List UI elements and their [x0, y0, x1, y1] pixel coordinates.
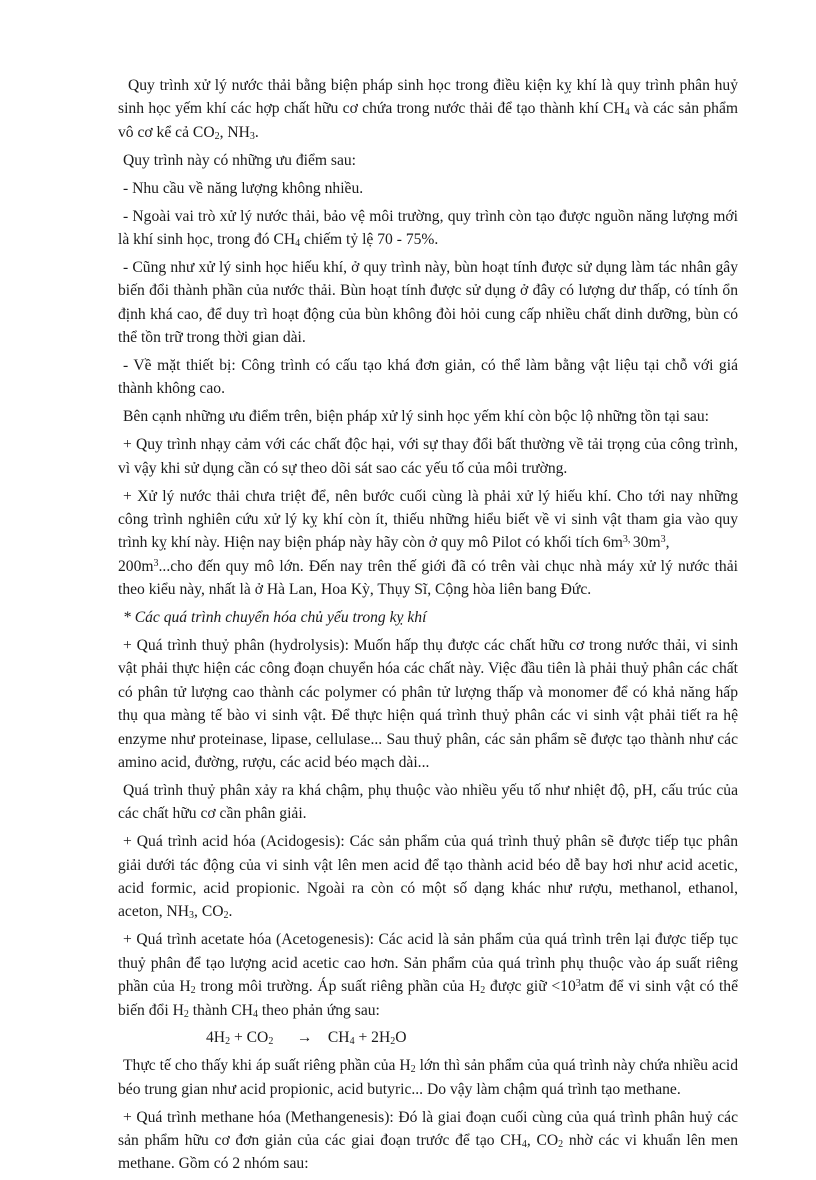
paragraph-methanogenesis: + Quá trình methane hóa (Methangenesis): Đó là giai đoạn cuối cùng của quá trình phân huỷ các sản phẩm hữu cơ đơn giản của các giai đoạn trước để tạo $CH_4$, $CO_2$ nhờ các vi khuẩn lên men methane. Gồm có 2 nhóm sau:	[118, 1108, 738, 1173]
paragraph-acetogenesis: + Quá trình acetate hóa (Acetogenesis): Các acid là sản phẩm của quá trình trên lại được tiếp tục thuỷ phân để tạo lượng acid acetic cao hơn. Sản phẩm của quá trình phụ thuộc vào áp suất riêng phần của $H_2$ trong môi trường. Áp suất riêng phần của $H_2$ được giữ $<10^3atm$ để vi sinh vật có thể biến đổi $H_2$ thành $CH_4$ theo phản ứng sau:	[118, 931, 739, 1020]
paragraph-acidogenesis: + Quá trình acid hóa (Acidogesis): Các sản phẩm của quá trình thuỷ phân sẽ được tiếp tục phân giải dưới tác động của vi sinh vật lên men acid để tạo thành acid béo dễ bay hơi như acid acetic, acid formic, acid propionic. Ngoài ra còn có một số dạng khác như rượu, methanol, ethanol, aceton, $NH_3$, $CO_2$.	[118, 833, 738, 922]
paragraph-hydrolysis-note: Quá trình thuỷ phân xảy ra khá chậm, phụ thuộc vào nhiều yếu tố như nhiệt độ, pH, cấu trúc của các chất hữu cơ cần phân giải.	[118, 781, 738, 823]
paragraph-limitation-incomplete: + Xử lý nước thải chưa triệt để, nên bước cuối cùng là phải xử lý hiếu khí. Cho tới nay những công trình nghiên cứu xử lý kỵ khí còn ít, thiếu những hiểu biết về vi sinh vật tham gia vào quy trình kỵ khí này. Hiện nay biện pháp này hãy còn ở quy mô Pilot có khối tích $6m^{3,}$ $30m^3$, $200m^3...cho$ đến quy mô lớn. Đến nay trên thế giới đã có trên vài chục nhà máy xử lý nước thải theo kiểu này, nhất là ở Hà Lan, Hoa Kỳ, Thụy Sĩ, Cộng hòa liên bang Đức.	[118, 487, 738, 599]
paragraph-hydrolysis: + Quá trình thuỷ phân (hydrolysis): Muốn hấp thụ được các chất hữu cơ trong nước thải, vi sinh vật phải thực hiện các công đoạn chuyển hóa các chất này. Việc đầu tiên là phải thuỷ phân các chất có phân tử lượng cao thành các polymer có phân tử lượng thấp và monomer để có khả năng hấp thụ qua màng tế bào vi sinh vật. Để thực hiện quá trình thuỷ phân các vi sinh vật phải tiết ra hệ enzyme như proteinase, lipase, cellulase... Sau thuỷ phân, các sản phẩm sẽ được tạo thành như các amino acid, đường, rượu, các acid béo mạch dài...	[118, 636, 738, 771]
paragraph-advantage-equipment: - Về mặt thiết bị: Công trình có cấu tạo khá đơn giản, có thể làm bằng vật liệu tại chỗ với giá thành không cao.	[118, 356, 738, 398]
document-page	[118, 74, 738, 1180]
paragraph-advantages-intro: Quy trình này có những ưu điểm sau:	[123, 151, 357, 169]
paragraph-advantage-energy: - Nhu cầu về năng lượng không nhiều.	[123, 179, 364, 197]
paragraph-hydrogen-pressure: Thực tế cho thấy khi áp suất riêng phần của $H_2$ lớn thì sản phẩm của quá trình này chứa nhiều acid béo trung gian như acid propionic, acid butyric... Do vậy làm chậm quá trình tạo methane.	[118, 1057, 739, 1098]
paragraph-limitations-intro: Bên cạnh những ưu điểm trên, biện pháp xử lý sinh học yếm khí còn bộc lộ những tồn tại sau:	[123, 408, 709, 426]
section-heading: * Các quá trình chuyển hóa chủ yếu trong kỵ khí	[123, 609, 427, 627]
paragraph-advantage-sludge: - Cũng như xử lý sinh học hiếu khí, ở quy trình này, bùn hoạt tính được sử dụng làm tác nhân gây biến đổi thành phần của nước thải. Bùn hoạt tính được sử dụng ở đây có lượng dư thấp, có tính ổn định khá cao, để duy trì hoạt động của bùn không đòi hỏi cung cấp nhiều chất dinh dưỡng, bùn có thể tồn trữ trong thời gian dài.	[118, 258, 738, 347]
reaction-formula: $4H_2 + CO_2$ → $CH_4 + 2H_2O$	[206, 1029, 407, 1048]
paragraph-advantage-biogas: - Ngoài vai trò xử lý nước thải, bảo vệ môi trường, quy trình còn tạo được nguồn năng lượng mới là khí sinh học, trong đó $CH_4$ chiếm tỷ lệ 70 - 75%.	[118, 207, 738, 249]
paragraph-intro: Quy trình xử lý nước thải bằng biện pháp sinh học trong điều kiện kỵ khí là quy trình phân huỷ sinh học yếm khí các hợp chất hữu cơ chứa trong nước thải để tạo thành khí $CH_4$ và các sản phẩm vô cơ kể cả $CO_2$, $NH_3$.	[118, 77, 739, 142]
paragraph-limitation-sensitive: + Quy trình nhạy cảm với các chất độc hại, với sự thay đổi bất thường về tải trọng của công trình, vì vậy khi sử dụng cần có sự theo dõi sát sao các yếu tố của môi trường.	[118, 436, 738, 477]
